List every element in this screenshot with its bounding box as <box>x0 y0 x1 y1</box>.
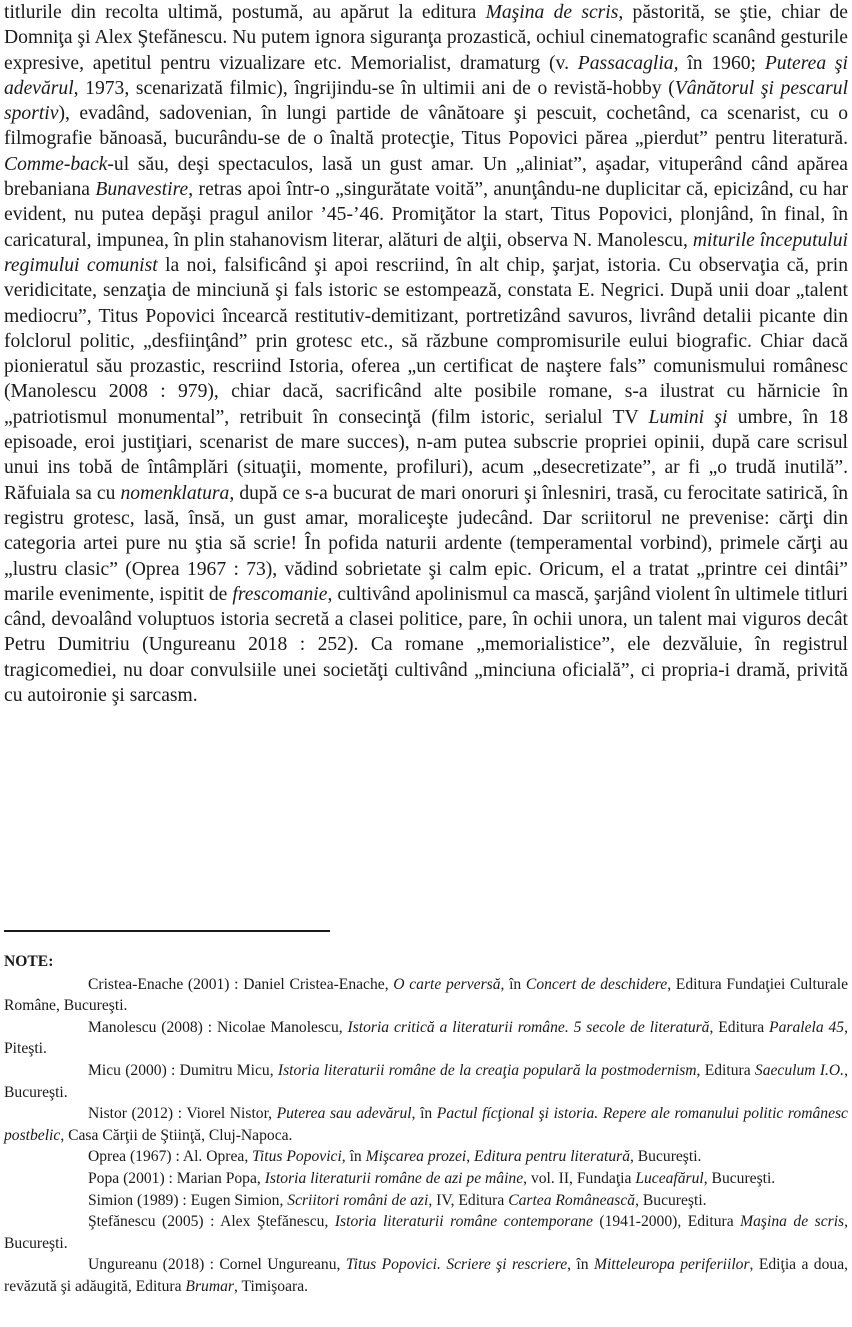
italic-run: nomenklatura <box>120 482 230 504</box>
italic-run: Istoria literaturii române contemporane <box>334 1213 593 1231</box>
italic-run: Bunavestire <box>95 179 189 201</box>
italic-run: Titus Popovici. Scriere şi rescriere <box>345 1256 568 1274</box>
note-entry: Ştefănescu (2005) : Alex Ştefănescu, Istoria literaturii române contemporane (1941-2000), Editura Maşina de scris, Bucureşti. <box>4 1213 849 1252</box>
italic-run: Brumar <box>185 1277 234 1295</box>
italic-run: Passacaglia, <box>577 52 679 74</box>
body-paragraph: titlurile din recolta ultimă, postumă, au apărut la editura Maşina de scris, păstorită, se ştie, chiar de Domniţa şi Alex Ştefănescu. Nu putem ignora siguranţa prozastică, ochiul cinematografic scanând gesturile expresive, apetitul pentru vizualizare etc. Memorialist, dramaturg (v. Passacaglia, în 1960; Puterea şi adevărul, 1973, scenarizată filmic), îngrijindu-se în ultimii ani de o revistă-hobby (Vânătorul şi pescarul sportiv), evadând, sadovenian, în lungi partide de vânătoare şi pescuit, cochetând, ca scenarist, cu o filmografie bănoasă, bucurându-se de o înaltă protecţie, Titus Popovici părea „pierdut” pentru literatură. Comme-back-ul său, deşi spectaculos, lasă un gust amar. Un „aliniat”, aşadar, vituperând când apărea brebaniana Bunavestire, retras apoi într-o „singurătate voită”, anunţându-ne duplicitar că, epicizând, cu har evident, nu putea depăşi pragul anilor ’45-’46. Promiţător la start, Titus Popovici, plonjând, în final, în caricatural, impunea, în plin stahanovism literar, alături de alţii, observa N. Manolescu, miturile începutului regimului comunist la noi, falsificând şi apoi rescriind, în alt chip, şarjat, istoria. Cu observaţia că, prin veridicitate, senzaţia de minciună şi fals istoric se estompează, constata E. Negrici. După unii doar „talent mediocru”, Titus Popovici încearcă restitutiv-demitizant, portretizând savuros, livrând detalii picante din folclorul politic, „desfiinţând” prin grotesc etc., să răzbune compromisurile eului biografic. Chiar dacă pionieratul său prozastic, rescriind Istoria, oferea „un certificat de naştere fals” comunismului românesc (Manolescu 2008 : 979), chiar dacă, sacrificând alte posibile romane, s-a ilustrat cu hărnicie în „patriotismul monumental”, retribuit în consecinţă (film istoric, serialul TV Lumini şi umbre, în 18 episoade, eroi justiţiari, scenarist de mare succes), n-am putea subscrie propriei opinii, după care scrisul unui ins tobă de întâmplări (situaţii, momente, profiluri), acum „desecretizate”, ar fi „o trudă inutilă”. Răfuiala sa cu nomenklatura, după ce s-a bucurat de mari onoruri şi înlesniri, trasă, cu ferocitate satirică, în registru grotesc, lasă, însă, un gust amar, moraliceşte judecând. Dar scriitorul ne prevenise: cărţi din categoria artei pure nu ştia să scrie! În pofida naturii ardente (temperamental vorbind), primele cărţi au „lustru clasic” (Oprea 1967 : 73), vădind sobrietate şi calm epic. Oricum, el a tratat „printre cei dintâi” marile evenimente, ispitit de frescomanie, cultivând apolinismul ca mască, şarjând violent în ultimele titluri când, devoalând voluptuos istoria secretă a clasei politice, pare, în ochii unora, un talent mai viguros decât Petru Dumitriu (Ungureanu 2018 : 252). Ca romane „memorialistice”, ele dezvăluie, în registrul tragicomediei, nu doar convulsiile unei societăţi cultivând „minciuna oficială”, ci propria-i dramă, privită cu autoironie şi sarcasm. <box>4 2 849 707</box>
note-entry: Oprea (1967) : Al. Oprea, Titus Popovici, în Mişcarea prozei, Editura pentru literatură, Bucureşti. <box>88 1148 702 1166</box>
notes-heading: NOTE: <box>4 953 54 970</box>
italic-run: Editura pentru literatură <box>474 1148 630 1166</box>
italic-run: Vânătorul şi pescarul sportiv <box>4 77 849 125</box>
italic-run: Maşina de scris <box>740 1213 845 1231</box>
note-entry: Nistor (2012) : Viorel Nistor, Puterea sau adevărul, în Pactul fícţional şi istoria. Repere ale romanului politic românesc postbelic, Casa Cărţii de Ştiinţă, Cluj-Napoca. <box>4 1105 848 1144</box>
note-entry: Manolescu (2008) : Nicolae Manolescu, Istoria critică a literaturii române. 5 secole de literatură, Editura Paralela 45, Piteşti. <box>4 1018 848 1058</box>
italic-run: miturile începutului regimului comunist <box>4 229 848 276</box>
italic-run: Pactul fícţional şi istoria. Repere ale romanului politic românesc postbelic <box>4 1105 848 1144</box>
note-entry: Ungureanu (2018) : Cornel Ungureanu, Titus Popovici. Scriere şi rescriere, în Mitteleuropa periferiilor, Ediţia a doua, revăzută şi adăugită, Editura Brumar, Timişoara. <box>4 1256 849 1295</box>
note-entry: Cristea-Enache (2001) : Daniel Cristea-Enache, O carte perversă, în Concert de deschidere, Editura Fundaţiei Culturale Române, Bucureşti. <box>4 975 848 1015</box>
italic-run: Paralela 45 <box>769 1018 845 1036</box>
italic-run: Scriitori români de azi <box>287 1191 429 1209</box>
italic-run: Istoria literaturii române de azi pe mâine <box>264 1169 524 1187</box>
footnote-separator-rule <box>4 930 330 932</box>
italic-run: Saeculum I.O. <box>754 1061 845 1079</box>
italic-run: Mitteleuropa periferiilor <box>593 1256 750 1274</box>
italic-run: Puterea sau adevărul <box>276 1105 412 1123</box>
italic-run: Istoria critică a literaturii române. 5 secole de literatură <box>347 1018 710 1036</box>
notes-list <box>4 974 848 1298</box>
italic-run: Mişcarea prozei <box>365 1148 467 1166</box>
main-text-block <box>4 0 848 708</box>
italic-run: Concert de deschidere <box>525 975 668 993</box>
italic-run: Maşina de scris <box>485 2 619 23</box>
note-entry: Popa (2001) : Marian Popa, Istoria literaturii române de azi pe mâine, vol. II, Fundaţia Luceafărul, Bucureşti. <box>88 1169 776 1187</box>
italic-run: frescomanie <box>232 583 328 605</box>
italic-run: Istoria literaturii române de la creaţia populară la postmodernism <box>277 1061 697 1079</box>
italic-run: Cartea Românească <box>508 1191 636 1209</box>
italic-run: O carte perversă <box>393 975 501 993</box>
note-entry: Simion (1989) : Eugen Simion, Scriitori români de azi, IV, Editura Cartea Românească, Bucureşti. <box>88 1191 707 1209</box>
italic-run: Lumini şi <box>648 406 728 428</box>
italic-run: Titus Popovici <box>252 1148 342 1166</box>
italic-run: Comme-back <box>4 153 108 175</box>
italic-run: Luceafărul <box>635 1169 704 1187</box>
notes-section <box>4 951 848 1298</box>
italic-run: Puterea şi adevărul <box>4 52 848 99</box>
note-entry: Micu (2000) : Dumitru Micu, Istoria literaturii române de la creaţia populară la postmodernism, Editura Saeculum I.O., Bucureşti. <box>4 1061 848 1101</box>
